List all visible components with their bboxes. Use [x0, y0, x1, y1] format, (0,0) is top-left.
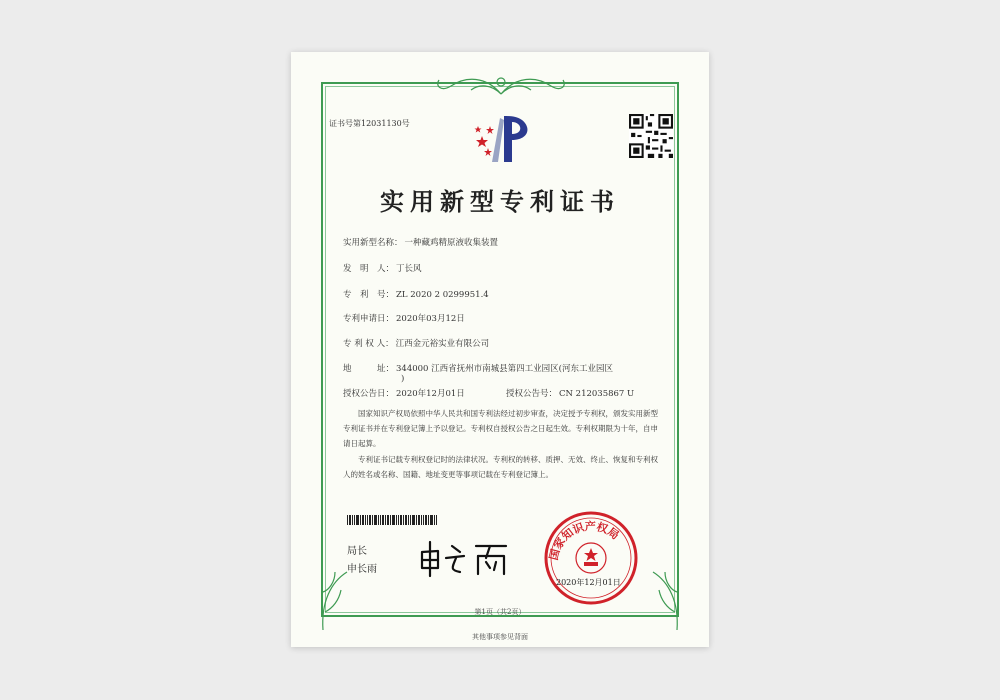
field-label: 专 利 权 人： [343, 339, 394, 349]
field-label: 专利申请日： [343, 314, 395, 324]
field-utility-model-name [343, 236, 498, 248]
field-announce-date [343, 387, 465, 399]
field-label: 发 明 人： [343, 264, 395, 274]
field-label: 专 利 号： [343, 290, 395, 300]
page-number: 第1页（共2页） [474, 608, 526, 616]
field-patentee [343, 337, 489, 349]
announce-date-label: 授权公告日： [343, 389, 395, 399]
seal-text: 国家知识产权局 [547, 519, 622, 562]
certificate-page [291, 52, 709, 647]
field-value: 一种藏鸡精原液收集装置 [404, 238, 499, 248]
back-note: 其他事项参见背面 [472, 633, 528, 641]
bureau-name: 申长雨 [347, 564, 377, 575]
bureau-title: 局长 [347, 546, 367, 557]
field-value: 344000 江西省抚州市南城县第四工业园区(河东工业园区 [396, 364, 613, 374]
certificate-number: 证书号第12031130号 [329, 119, 410, 128]
grant-paragraph: 国家知识产权局依照中华人民共和国专利法经过初步审查，决定授予专利权，颁发实用新型专利证书并在专利登记簿上予以登记。专利权自授权公告之日起生效。专利权期限为十年，自申请日起算。 [343, 409, 658, 448]
field-inventor [343, 262, 422, 274]
announce-date-value: 2020年12月01日 [396, 389, 465, 399]
top-ornament-icon [431, 72, 571, 98]
national-emblem-seal-icon [543, 510, 639, 606]
cnipa-logo-icon [470, 110, 534, 168]
field-label: 地 址： [343, 364, 395, 374]
field-value: 2020年03月12日 [396, 314, 465, 324]
field-announce-number [506, 387, 634, 399]
announce-number-value: CN 212035867 U [559, 389, 635, 399]
announce-number-label: 授权公告号： [506, 389, 558, 399]
field-address-continued: ) [401, 374, 405, 384]
field-value: 丁长风 [396, 264, 422, 274]
svg-text:国家知识产权局 [546, 519, 621, 562]
certificate-title: 实用新型专利证书 [380, 187, 620, 216]
field-patent-number [343, 288, 489, 300]
bottom-right-ornament-icon [643, 542, 683, 632]
signature-icon [416, 538, 511, 578]
field-application-date [343, 312, 465, 324]
field-label: 实用新型名称： [343, 238, 403, 248]
field-value: ZL 2020 2 0299951.4 [396, 290, 489, 300]
field-value: 江西金元裕实业有限公司 [395, 339, 490, 349]
registration-paragraph: 专利证书记载专利权登记时的法律状况。专利权的转移、质押、无效、终止、恢复和专利权人的姓名或名称、国籍、地址变更等事项记载在专利登记簿上。 [343, 455, 658, 479]
barcode-icon [347, 515, 437, 525]
field-address [343, 362, 613, 374]
qr-code-icon [629, 114, 673, 158]
seal-date: 2020年12月01日 [556, 578, 621, 587]
